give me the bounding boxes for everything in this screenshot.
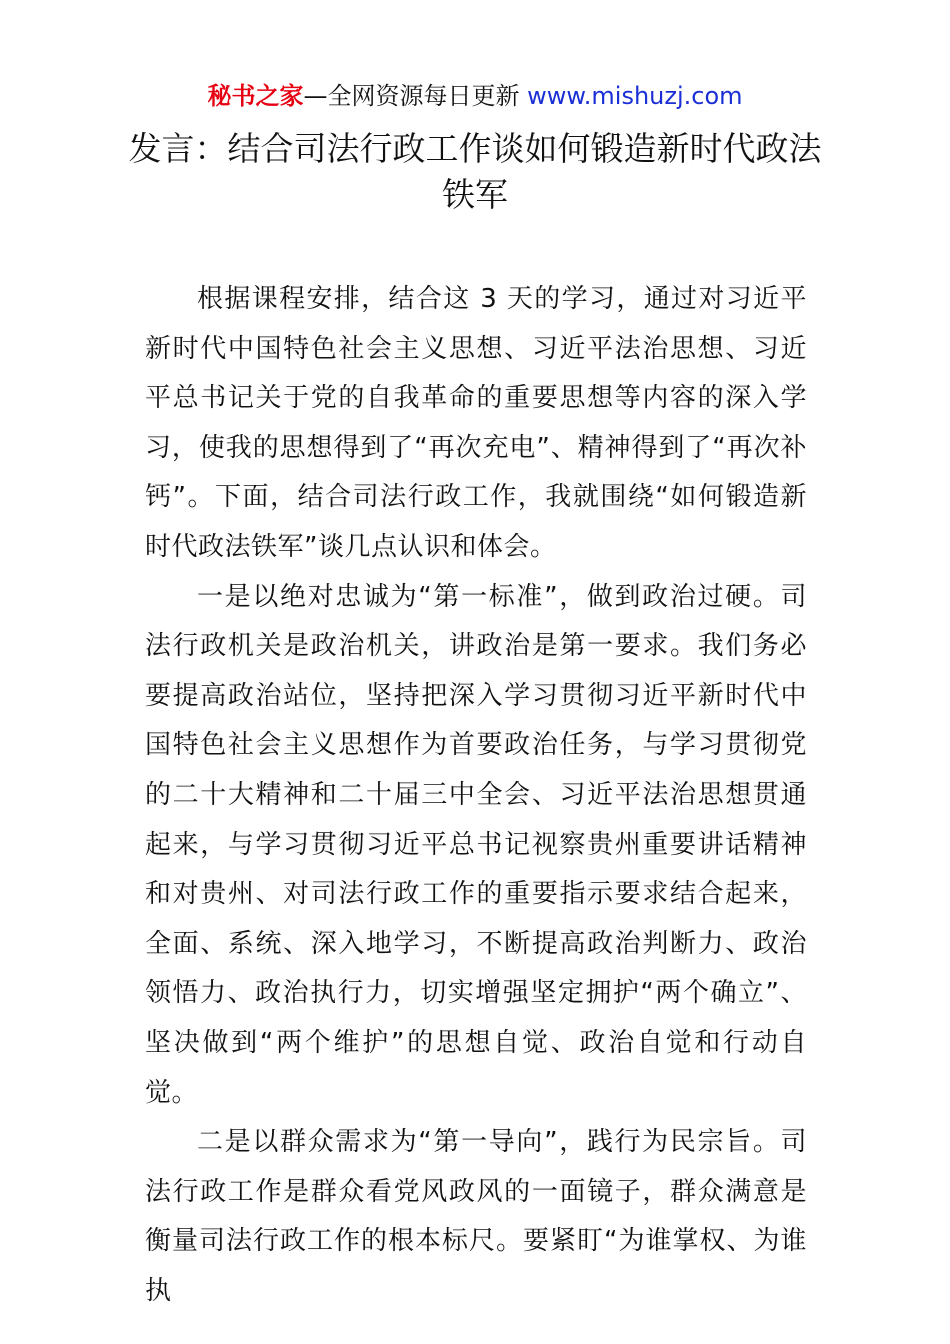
paragraph-point-one: 一是以绝对忠诚为“第一标准”，做到政治过硬。司法行政机关是政治机关，讲政治是第一要求。我们务必要提高政治站位，坚持把深入学习贯彻习近平新时代中国特色社会主义思想作为首要政治任务，与学习贯彻党的二十大精神和二十届三中全会、习近平法治思想贯通起来，与学习贯彻习近平总书记视察贵州重要讲话精神和对贵州、对司法行政工作的重要指示要求结合起来，全面、系统、深入地学习，不断提高政治判断力、政治领悟力、政治执行力，切实增强坚定拥护“两个确立”、坚决做到“两个维护”的思想自觉、政治自觉和行动自觉。	[145, 581, 807, 1108]
paragraph-point-two: 二是以群众需求为“第一导向”，践行为民宗旨。司法行政工作是群众看党风政风的一面镜子，群众满意是衡量司法行政工作的根本标尺。要紧盯“为谁掌权、为谁执	[145, 1127, 807, 1306]
site-url-link[interactable]: www.mishuzj.com	[527, 82, 743, 110]
brand-name: 秘书之家	[207, 82, 304, 110]
header-tagline: —全网资源每日更新	[303, 82, 520, 110]
document-body	[145, 275, 807, 1316]
paragraph-intro: 根据课程安排，结合这 3 天的学习，通过对习近平新时代中国特色社会主义思想、习近平法治思想、习近平总书记关于党的自我革命的重要思想等内容的深入学习，使我的思想得到了“再次充电”、精神得到了“再次补钙”。下面，结合司法行政工作，我就围绕“如何锻造新时代政法铁军”谈几点认识和体会。	[145, 284, 807, 562]
site-header	[0, 80, 950, 112]
document-title: 发言：结合司法行政工作谈如何锻造新时代政法铁军	[128, 129, 822, 214]
